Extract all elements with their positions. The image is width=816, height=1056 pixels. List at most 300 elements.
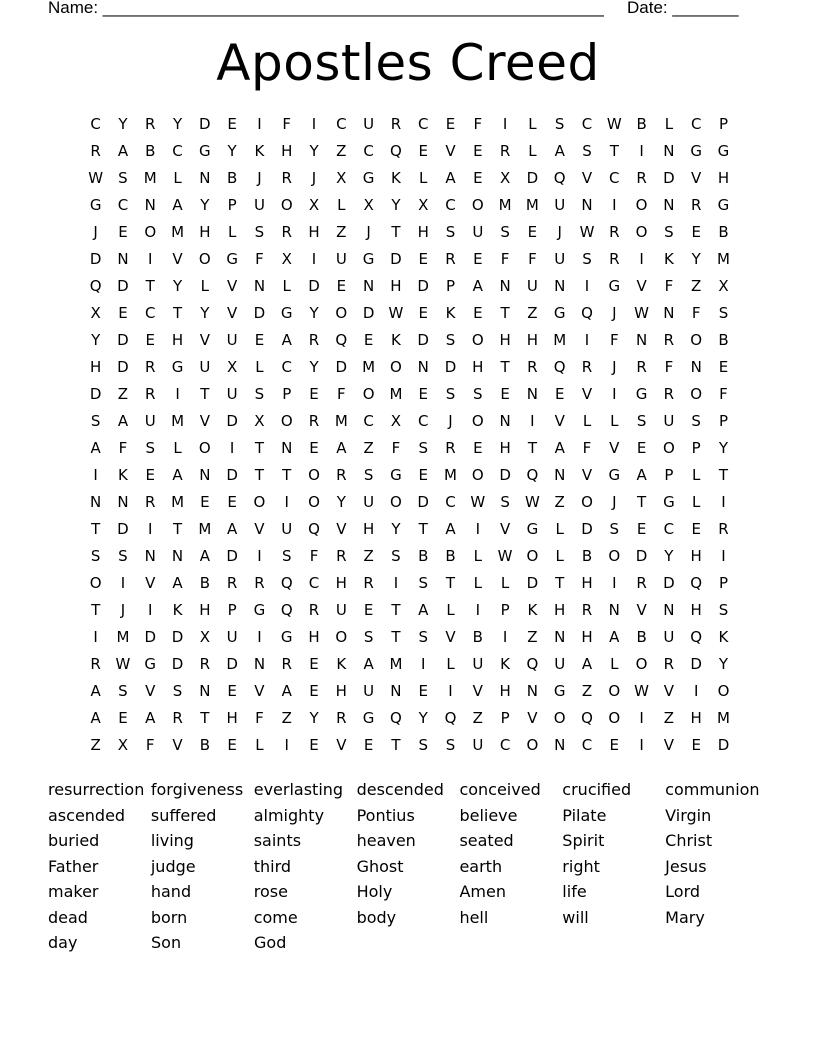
grid-letter: Y bbox=[718, 655, 729, 673]
grid-letter: S bbox=[118, 169, 128, 187]
grid-letter: M bbox=[143, 169, 157, 187]
word-list-item: Virgin bbox=[665, 805, 712, 825]
grid-letter: T bbox=[637, 493, 647, 511]
grid-letter: I bbox=[584, 331, 590, 349]
grid-letter: M bbox=[498, 196, 512, 214]
grid-letter: Y bbox=[336, 493, 346, 511]
grid-row bbox=[82, 246, 742, 273]
grid-letter: I bbox=[693, 682, 699, 700]
grid-letter: H bbox=[171, 331, 184, 349]
grid-row bbox=[82, 678, 742, 705]
grid-letter: E bbox=[473, 142, 483, 160]
grid-letter: Z bbox=[281, 709, 292, 727]
grid-letter: O bbox=[608, 709, 621, 727]
grid-letter: A bbox=[172, 466, 183, 484]
grid-letter: F bbox=[255, 250, 264, 268]
grid-letter: C bbox=[417, 115, 429, 133]
grid-letter: I bbox=[639, 250, 644, 268]
grid-letter: Q bbox=[526, 466, 539, 484]
grid-letter: E bbox=[418, 385, 428, 403]
grid-letter: B bbox=[226, 169, 238, 187]
grid-letter: L bbox=[419, 169, 428, 187]
grid-letter: W bbox=[88, 169, 104, 187]
grid-letter: S bbox=[691, 412, 701, 430]
word-list-item: conceived bbox=[459, 780, 541, 799]
grid-letter: E bbox=[718, 358, 729, 376]
grid-letter: S bbox=[445, 736, 456, 754]
grid-letter: O bbox=[253, 493, 266, 511]
grid-letter: O bbox=[717, 682, 730, 700]
grid-letter: D bbox=[117, 331, 129, 349]
grid-letter: O bbox=[144, 223, 157, 241]
grid-letter: U bbox=[335, 601, 347, 619]
grid-letter: J bbox=[557, 223, 562, 241]
grid-letter: A bbox=[581, 655, 593, 673]
grid-letter: C bbox=[445, 196, 456, 214]
word-list-item: earth bbox=[459, 856, 503, 876]
grid-letter: D bbox=[581, 520, 593, 538]
grid-letter: W bbox=[388, 304, 404, 322]
grid-letter: P bbox=[500, 601, 510, 619]
grid-letter: N bbox=[663, 601, 675, 619]
grid-letter: A bbox=[117, 412, 129, 430]
grid-letter: U bbox=[226, 331, 238, 349]
grid-letter: H bbox=[362, 520, 375, 538]
grid-letter: E bbox=[145, 331, 155, 349]
grid-letter: H bbox=[690, 709, 702, 727]
grid-letter: D bbox=[417, 493, 429, 511]
grid-letter: G bbox=[553, 682, 566, 700]
grid-letter: K bbox=[172, 601, 183, 619]
grid-letter: E bbox=[309, 682, 319, 700]
grid-letter: A bbox=[117, 142, 129, 160]
grid-letter: O bbox=[280, 412, 293, 430]
word-list-item: Son bbox=[151, 933, 182, 952]
grid-letter: C bbox=[499, 736, 511, 754]
grid-letter: S bbox=[582, 142, 592, 160]
grid-letter: S bbox=[445, 331, 456, 349]
grid-letter: N bbox=[663, 304, 675, 322]
grid-letter: C bbox=[690, 115, 702, 133]
grid-letter: D bbox=[226, 655, 238, 673]
grid-letter: T bbox=[418, 520, 428, 538]
grid-letter: I bbox=[420, 655, 426, 673]
grid-letter: I bbox=[721, 547, 726, 565]
word-list-item: ascended bbox=[48, 805, 126, 825]
grid-letter: V bbox=[636, 601, 647, 619]
grid-letter: F bbox=[473, 115, 483, 133]
grid-letter: E bbox=[200, 493, 210, 511]
grid-letter: E bbox=[418, 304, 428, 322]
grid-letter: D bbox=[635, 547, 648, 565]
grid-letter: N bbox=[635, 331, 648, 349]
grid-letter: V bbox=[445, 628, 456, 646]
grid-letter: P bbox=[718, 412, 728, 430]
grid-letter: A bbox=[227, 520, 238, 538]
grid-letter: I bbox=[257, 547, 262, 565]
grid-letter: E bbox=[309, 439, 319, 457]
grid-letter: D bbox=[117, 520, 129, 538]
grid-letter: T bbox=[527, 439, 537, 457]
grid-letter: T bbox=[91, 520, 101, 538]
grid-letter: C bbox=[417, 412, 429, 430]
grid-letter: C bbox=[336, 115, 347, 133]
grid-letter: G bbox=[635, 385, 648, 403]
grid-letter: L bbox=[528, 115, 537, 133]
grid-letter: S bbox=[90, 412, 101, 430]
word-list-item: descended bbox=[356, 780, 444, 799]
grid-letter: B bbox=[718, 223, 729, 241]
grid-letter: V bbox=[663, 736, 675, 754]
grid-letter: C bbox=[363, 142, 374, 160]
grid-letter: V bbox=[227, 304, 238, 322]
grid-letter: Q bbox=[390, 709, 402, 727]
grid-letter: U bbox=[281, 520, 293, 538]
grid-letter: V bbox=[609, 439, 620, 457]
word-list-item: crucified bbox=[562, 780, 632, 799]
grid-letter: E bbox=[473, 304, 483, 322]
grid-letter: V bbox=[145, 682, 156, 700]
grid-letter: L bbox=[337, 196, 346, 214]
grid-letter: D bbox=[117, 277, 129, 295]
grid-letter: O bbox=[390, 358, 402, 376]
grid-letter: U bbox=[554, 196, 566, 214]
grid-letter: N bbox=[554, 277, 566, 295]
grid-letter: R bbox=[308, 601, 320, 619]
grid-letter: I bbox=[475, 520, 481, 538]
grid-letter: M bbox=[198, 520, 212, 538]
grid-letter: G bbox=[608, 277, 621, 295]
grid-letter: N bbox=[144, 547, 156, 565]
grid-row bbox=[82, 462, 742, 489]
grid-letter: T bbox=[500, 304, 510, 322]
grid-letter: M bbox=[171, 412, 185, 430]
grid-letter: F bbox=[582, 439, 592, 457]
grid-letter: R bbox=[636, 169, 647, 187]
grid-letter: T bbox=[145, 277, 155, 295]
grid-letter: D bbox=[690, 655, 702, 673]
grid-letter: D bbox=[253, 304, 266, 322]
grid-letter: Z bbox=[691, 277, 702, 295]
grid-letter: D bbox=[390, 250, 402, 268]
word-row bbox=[48, 905, 768, 931]
grid-row bbox=[82, 192, 742, 219]
grid-letter: L bbox=[446, 601, 455, 619]
grid-letter: Z bbox=[554, 493, 565, 511]
grid-letter: L bbox=[692, 493, 701, 511]
grid-letter: I bbox=[612, 196, 617, 214]
grid-letter: I bbox=[284, 493, 289, 511]
grid-letter: A bbox=[90, 682, 101, 700]
grid-letter: A bbox=[609, 628, 620, 646]
word-list-item: suffered bbox=[150, 805, 217, 825]
grid-letter: R bbox=[90, 655, 101, 673]
grid-letter: U bbox=[199, 358, 211, 376]
grid-letter: V bbox=[445, 142, 456, 160]
grid-letter: H bbox=[472, 358, 484, 376]
grid-letter: D bbox=[663, 169, 675, 187]
grid-letter: R bbox=[281, 655, 292, 673]
grid-letter: L bbox=[692, 466, 701, 484]
date-field-line: Date: _______ bbox=[627, 0, 739, 17]
grid-row bbox=[82, 381, 742, 408]
grid-row bbox=[82, 732, 742, 759]
grid-row bbox=[82, 138, 742, 165]
grid-letter: T bbox=[172, 304, 183, 322]
grid-letter: H bbox=[335, 574, 347, 592]
grid-letter: D bbox=[417, 331, 429, 349]
grid-letter: F bbox=[309, 547, 319, 565]
grid-letter: P bbox=[227, 196, 237, 214]
grid-letter: I bbox=[148, 601, 153, 619]
grid-letter: H bbox=[199, 223, 211, 241]
grid-letter: X bbox=[199, 628, 210, 646]
grid-letter: E bbox=[418, 466, 428, 484]
grid-letter: U bbox=[472, 223, 484, 241]
grid-letter: U bbox=[554, 655, 566, 673]
grid-letter: T bbox=[282, 466, 292, 484]
grid-letter: X bbox=[418, 196, 429, 214]
grid-letter: W bbox=[634, 304, 649, 322]
grid-letter: X bbox=[90, 304, 101, 322]
grid-letter: E bbox=[445, 115, 456, 133]
grid-row bbox=[82, 327, 742, 354]
grid-letter: S bbox=[118, 682, 128, 700]
word-list-item: Lord bbox=[665, 882, 701, 901]
grid-letter: V bbox=[691, 169, 702, 187]
grid-letter: G bbox=[280, 628, 293, 646]
grid-letter: R bbox=[445, 250, 456, 268]
grid-letter: Q bbox=[581, 709, 593, 727]
grid-letter: R bbox=[336, 709, 347, 727]
grid-letter: T bbox=[200, 385, 210, 403]
grid-letter: I bbox=[612, 574, 617, 592]
grid-letter: A bbox=[145, 709, 156, 727]
grid-letter: G bbox=[362, 169, 375, 187]
grid-letter: Z bbox=[363, 439, 374, 457]
grid-letter: U bbox=[526, 277, 538, 295]
grid-letter: X bbox=[226, 358, 238, 376]
grid-letter: G bbox=[171, 358, 184, 376]
grid-letter: S bbox=[418, 439, 428, 457]
grid-letter: S bbox=[172, 682, 183, 700]
grid-letter: R bbox=[145, 358, 156, 376]
grid-letter: E bbox=[336, 277, 347, 295]
grid-letter: R bbox=[445, 439, 456, 457]
grid-letter: H bbox=[581, 574, 593, 592]
grid-row bbox=[82, 705, 742, 732]
grid-letter: B bbox=[145, 142, 156, 160]
grid-letter: K bbox=[390, 169, 401, 187]
grid-letter: U bbox=[363, 682, 375, 700]
grid-letter: E bbox=[363, 331, 374, 349]
grid-letter: A bbox=[90, 709, 101, 727]
grid-letter: N bbox=[663, 196, 675, 214]
grid-letter: N bbox=[171, 547, 184, 565]
word-list-item: Holy bbox=[356, 882, 393, 901]
grid-letter: W bbox=[524, 493, 540, 511]
grid-letter: F bbox=[664, 358, 674, 376]
grid-letter: X bbox=[363, 196, 374, 214]
grid-letter: E bbox=[473, 250, 483, 268]
grid-letter: E bbox=[145, 466, 155, 484]
grid-letter: X bbox=[254, 412, 265, 430]
grid-letter: D bbox=[171, 655, 184, 673]
grid-letter: E bbox=[254, 331, 265, 349]
grid-letter: P bbox=[227, 601, 237, 619]
grid-letter: U bbox=[226, 385, 238, 403]
grid-letter: L bbox=[500, 574, 510, 592]
grid-letter: O bbox=[635, 655, 648, 673]
grid-letter: X bbox=[308, 196, 320, 214]
grid-letter: E bbox=[418, 250, 428, 268]
grid-letter: N bbox=[608, 601, 620, 619]
grid-letter: T bbox=[391, 736, 401, 754]
grid-letter: N bbox=[117, 493, 129, 511]
grid-letter: E bbox=[554, 385, 565, 403]
grid-letter: D bbox=[717, 736, 730, 754]
grid-letter: Q bbox=[444, 709, 457, 727]
grid-letter: S bbox=[609, 520, 620, 538]
word-list-item: Mary bbox=[665, 907, 705, 927]
grid-letter: I bbox=[311, 115, 317, 133]
grid-letter: K bbox=[663, 250, 674, 268]
grid-letter: D bbox=[117, 358, 129, 376]
word-list-item: Pontius bbox=[356, 805, 415, 825]
grid-letter: K bbox=[390, 331, 401, 349]
grid-letter: H bbox=[308, 628, 320, 646]
grid-letter: E bbox=[309, 385, 319, 403]
grid-letter: R bbox=[363, 574, 374, 592]
word-list-item: born bbox=[150, 907, 188, 927]
grid-letter: R bbox=[145, 493, 156, 511]
grid-letter: Q bbox=[553, 358, 566, 376]
grid-letter: N bbox=[690, 358, 702, 376]
grid-letter: Y bbox=[718, 439, 729, 457]
grid-letter: L bbox=[582, 412, 592, 430]
grid-letter: R bbox=[199, 655, 211, 673]
grid-letter: C bbox=[145, 304, 156, 322]
grid-letter: Z bbox=[527, 628, 538, 646]
grid-letter: Y bbox=[391, 520, 401, 538]
grid-letter: W bbox=[634, 682, 649, 700]
grid-row bbox=[82, 624, 742, 651]
grid-letter: C bbox=[581, 115, 593, 133]
grid-letter: M bbox=[389, 655, 403, 673]
grid-letter: I bbox=[502, 115, 508, 133]
grid-letter: K bbox=[118, 466, 128, 484]
grid-letter: R bbox=[581, 358, 593, 376]
grid-row bbox=[82, 597, 742, 624]
grid-letter: C bbox=[609, 169, 620, 187]
grid-letter: Q bbox=[280, 574, 293, 592]
grid-letter: J bbox=[311, 169, 317, 187]
grid-letter: M bbox=[171, 223, 185, 241]
grid-letter: V bbox=[254, 520, 265, 538]
grid-letter: N bbox=[363, 277, 375, 295]
grid-letter: R bbox=[281, 169, 292, 187]
grid-letter: H bbox=[499, 682, 511, 700]
grid-letter: K bbox=[500, 655, 511, 673]
word-row bbox=[48, 879, 768, 905]
grid-letter: S bbox=[445, 385, 456, 403]
grid-letter: H bbox=[581, 628, 593, 646]
grid-letter: H bbox=[690, 601, 702, 619]
grid-letter: E bbox=[418, 682, 428, 700]
grid-letter: A bbox=[636, 466, 647, 484]
grid-letter: Z bbox=[663, 709, 675, 727]
grid-letter: A bbox=[472, 277, 483, 295]
grid-letter: H bbox=[499, 439, 511, 457]
grid-letter: F bbox=[145, 736, 155, 754]
grid-letter: I bbox=[639, 709, 644, 727]
word-row bbox=[48, 777, 768, 803]
grid-row bbox=[82, 651, 742, 678]
grid-letter: X bbox=[336, 169, 347, 187]
grid-letter: R bbox=[663, 385, 675, 403]
grid-letter: Q bbox=[308, 520, 320, 538]
grid-letter: L bbox=[610, 412, 619, 430]
grid-letter: Y bbox=[691, 250, 701, 268]
grid-letter: U bbox=[253, 196, 265, 214]
grid-letter: T bbox=[391, 601, 401, 619]
grid-letter: R bbox=[609, 223, 620, 241]
grid-letter: L bbox=[664, 115, 674, 133]
grid-letter: E bbox=[227, 115, 237, 133]
grid-letter: S bbox=[582, 250, 592, 268]
word-list-item: Christ bbox=[665, 831, 713, 850]
grid-letter: N bbox=[253, 655, 266, 673]
grid-letter: M bbox=[717, 250, 730, 268]
grid-letter: O bbox=[335, 304, 348, 322]
grid-letter: Z bbox=[581, 682, 593, 700]
grid-letter: B bbox=[199, 574, 210, 592]
grid-letter: I bbox=[148, 250, 153, 268]
grid-letter: L bbox=[473, 547, 482, 565]
grid-letter: Q bbox=[390, 142, 402, 160]
word-list-item: Father bbox=[48, 856, 99, 876]
grid-letter: T bbox=[500, 358, 510, 376]
grid-letter: G bbox=[89, 196, 102, 214]
grid-letter: R bbox=[690, 196, 702, 214]
grid-letter: D bbox=[663, 574, 675, 592]
grid-letter: M bbox=[389, 385, 403, 403]
grid-letter: O bbox=[308, 493, 320, 511]
grid-letter: C bbox=[117, 196, 129, 214]
word-row bbox=[48, 803, 768, 829]
grid-letter: C bbox=[90, 115, 101, 133]
grid-letter: G bbox=[226, 250, 238, 268]
grid-letter: M bbox=[116, 628, 130, 646]
grid-letter: H bbox=[717, 169, 730, 187]
grid-letter: Y bbox=[118, 115, 128, 133]
grid-letter: B bbox=[472, 628, 483, 646]
grid-letter: B bbox=[636, 628, 647, 646]
grid-letter: E bbox=[309, 736, 319, 754]
grid-letter: O bbox=[608, 547, 621, 565]
grid-letter: H bbox=[308, 223, 320, 241]
grid-letter: C bbox=[581, 736, 593, 754]
grid-letter: V bbox=[663, 682, 675, 700]
grid-letter: S bbox=[664, 223, 674, 241]
grid-letter: V bbox=[172, 736, 183, 754]
grid-letter: U bbox=[144, 412, 156, 430]
grid-letter: V bbox=[554, 412, 565, 430]
grid-letter: J bbox=[612, 493, 617, 511]
grid-letter: H bbox=[226, 709, 238, 727]
grid-letter: G bbox=[690, 142, 702, 160]
grid-letter: R bbox=[336, 466, 347, 484]
